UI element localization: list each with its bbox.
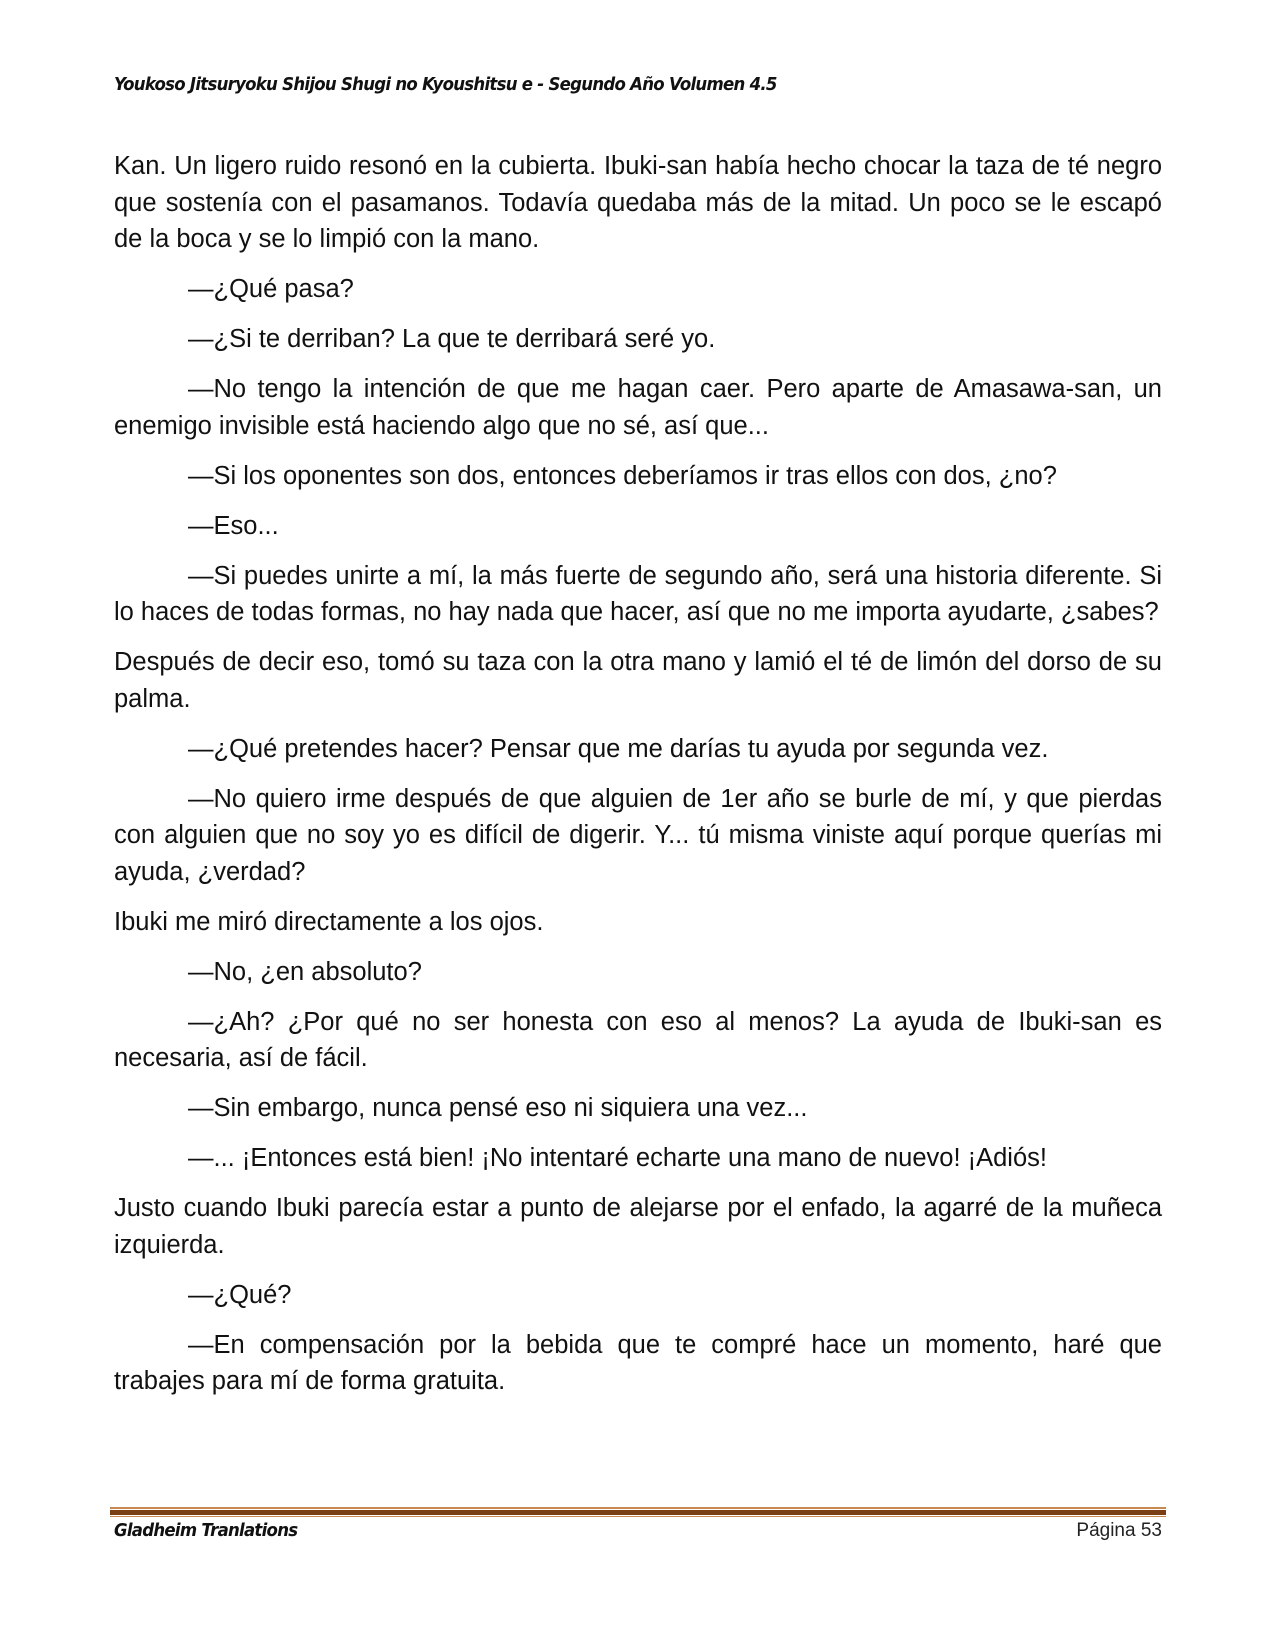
dialogue-paragraph: —No quiero irme después de que alguien de 1er año se burle de mí, y que pierdas con alguien que no soy yo es difícil de digerir. Y... tú misma viniste aquí porque querías mi ayuda, ¿verdad?	[114, 784, 1162, 886]
dialogue-paragraph: —En compensación por la bebida que te compré hace un momento, haré que trabajes para mí de forma gratuita.	[114, 1330, 1162, 1395]
dialogue-paragraph: —... ¡Entonces está bien! ¡No intentaré echarte una mano de nuevo! ¡Adiós!	[188, 1144, 1047, 1172]
dialogue-paragraph: —¿Qué pasa?	[188, 275, 354, 303]
dialogue-paragraph: —No tengo la intención de que me hagan caer. Pero aparte de Amasawa-san, un enemigo invisible está haciendo algo que no sé, así que...	[114, 375, 1162, 440]
dialogue-paragraph: —¿Ah? ¿Por qué no ser honesta con eso al menos? La ayuda de Ibuki-san es necesaria, así de fácil.	[114, 1007, 1162, 1072]
page-number: 53	[1140, 1520, 1162, 1541]
running-header: Youkoso Jitsuryoku Shijou Shugi no Kyoushitsu e - Segundo Año Volumen 4.5	[114, 74, 777, 95]
dialogue-paragraph: —Si los oponentes son dos, entonces deberíamos ir tras ellos con dos, ¿no?	[188, 461, 1057, 490]
dialogue-paragraph: —¿Qué pretendes hacer? Pensar que me darías tu ayuda por segunda vez.	[188, 734, 1049, 763]
footer-rule	[110, 1510, 1166, 1515]
dialogue-paragraph: —¿Si te derriban? La que te derribará seré yo.	[188, 325, 716, 353]
dialogue-paragraph: —Si puedes unirte a mí, la más fuerte de segundo año, será una historia diferente. Si lo haces de todas formas, no hay nada que hacer, así que no me importa ayudarte, ¿sabes?	[114, 561, 1162, 626]
narration-paragraph: Ibuki me miró directamente a los ojos.	[114, 907, 544, 936]
narration-paragraph: Kan. Un ligero ruido resonó en la cubierta. Ibuki-san había hecho chocar la taza de té negro que sostenía con el pasamanos. Todavía quedaba más de la mitad. Un poco se le escapó de la boca y se lo limpió con la mano.	[114, 152, 1162, 253]
page-number-label	[1076, 1520, 1162, 1542]
dialogue-paragraph: —¿Qué?	[188, 1280, 292, 1309]
footer-publisher: Gladheim Tranlations	[114, 1520, 298, 1541]
narration-paragraph: Justo cuando Ibuki parecía estar a punto de alejarse por el enfado, la agarré de la muñeca izquierda.	[114, 1194, 1162, 1259]
dialogue-paragraph: —Sin embargo, nunca pensé eso ni siquiera una vez...	[188, 1094, 808, 1122]
footer-rule-top	[110, 1507, 1166, 1509]
dialogue-paragraph: —No, ¿en absoluto?	[188, 957, 422, 986]
page-label: Página	[1076, 1520, 1136, 1541]
page-body	[114, 148, 1162, 1413]
narration-paragraph: Después de decir eso, tomó su taza con la otra mano y lamió el té de limón del dorso de su palma.	[114, 648, 1162, 713]
footer-rule-bottom	[110, 1516, 1166, 1517]
dialogue-paragraph: —Eso...	[188, 511, 279, 540]
